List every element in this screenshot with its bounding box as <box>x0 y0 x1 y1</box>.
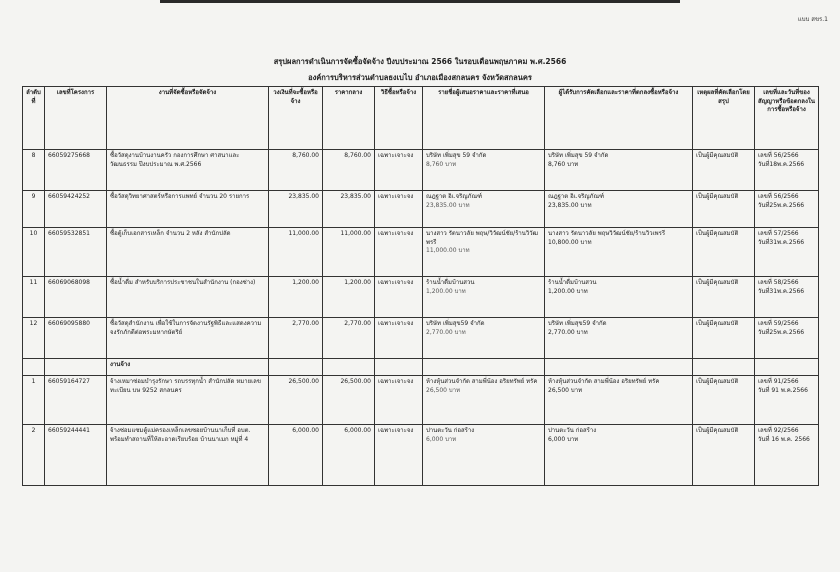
cell-work: ซื้อวัสดุสำนักงาน เพื่อใช้ในการจัดงานรัฐพิธีและแสดงความจงรักภักดีต่อพระมหากษัตริย์ <box>107 318 269 359</box>
header-median: ราคากลาง <box>323 87 375 150</box>
cell-work: ซื้อวัสดุวิทยาศาสตร์หรือการแพทย์ จำนวน 20 รายการ <box>107 191 269 228</box>
cell-reason: เป็นผู้มีคุณสมบัติ <box>693 277 755 318</box>
cell-project: 66059532851 <box>45 228 107 277</box>
cell-winner <box>545 228 693 277</box>
page-top-border <box>160 0 680 3</box>
bidder-name: ณฎฐาต อิเ.จริญภัณฑ์ <box>426 193 482 200</box>
bid-price: 26,500 บาท <box>426 386 461 394</box>
section-label: งานจ้าง <box>107 359 269 376</box>
cell-bidder <box>423 150 545 191</box>
cell-project: 66059164727 <box>45 376 107 425</box>
header-project: เลขที่โครงการ <box>45 87 107 150</box>
cell-work: ซื้อตู้เก็บเอกสารเหล็ก จำนวน 2 หลัง สำนักปลัด <box>107 228 269 277</box>
cell-contract <box>755 277 819 318</box>
winner-name: นางสาว รัตนาวลัย พฤษวิวัฒน์ชัย/ร้านวิวเพรรี <box>548 230 666 237</box>
bid-price: 1,200.00 บาท <box>426 287 466 295</box>
win-price: 23,835.00 บาท <box>548 201 592 209</box>
table-row <box>23 150 819 191</box>
header-work: งานที่จัดซื้อหรือจัดจ้าง <box>107 87 269 150</box>
winner-name: บริษัท เพิ่มสุข 59 จำกัด <box>548 152 609 159</box>
cell-median: 23,835.00 <box>323 191 375 228</box>
win-price: 6,000 บาท <box>548 435 579 443</box>
contract-no: เลขที่ 56/2566 <box>758 193 799 200</box>
cell-method: เฉพาะเจาะจง <box>375 191 423 228</box>
cell-budget: 2,770.00 <box>269 318 323 359</box>
winner-name: ห้างหุ้นส่วนจำกัด สามพี่น้อง อริยทรัพย์ ทรัค <box>548 378 660 385</box>
cell-bidder <box>423 277 545 318</box>
cell-reason: เป็นผู้มีคุณสมบัติ <box>693 318 755 359</box>
cell-winner <box>545 191 693 228</box>
form-code: แบบ สขร.1 <box>797 16 828 23</box>
cell-contract <box>755 425 819 486</box>
winner-name: ณฎฐาต อิเ.จริญภัณฑ์ <box>548 193 604 200</box>
cell-median: 8,760.00 <box>323 150 375 191</box>
cell-work: จ้างเหมาซ่อมบำรุงรักษา รถบรรทุกน้ำ สำนักปลัด หมายเลขทะเบียน บษ 9252 สกลนคร <box>107 376 269 425</box>
cell-method: เฉพาะเจาะจง <box>375 150 423 191</box>
cell-contract <box>755 376 819 425</box>
table-row <box>23 376 819 425</box>
header-bidders: รายชื่อผู้เสนอราคาและราคาที่เสนอ <box>423 87 545 150</box>
cell-work: ซื้อวัสดุงานบ้านงานครัว กองการศึกษา ศาสนาและวัฒนธรรม ปีงบประมาณ พ.ศ.2566 <box>107 150 269 191</box>
table-row <box>23 425 819 486</box>
contract-no: เลขที่ 57/2566 <box>758 230 799 237</box>
cell-no: 11 <box>23 277 45 318</box>
cell-project: 66059424252 <box>45 191 107 228</box>
cell-contract <box>755 150 819 191</box>
win-price: 2,770.00 บาท <box>548 328 588 336</box>
cell-median: 11,000.00 <box>323 228 375 277</box>
cell-winner <box>545 150 693 191</box>
cell-contract <box>755 191 819 228</box>
contract-date: วันที่25พ.ค.2566 <box>758 201 805 209</box>
cell-winner <box>545 425 693 486</box>
cell-median: 1,200.00 <box>323 277 375 318</box>
bidder-name: ร้านน้ำดื่มบ้านสวน <box>426 279 475 286</box>
cell-reason: เป็นผู้มีคุณสมบัติ <box>693 191 755 228</box>
winner-name: ปานตะวัน ก่อสร้าง <box>548 427 597 434</box>
cell-method: เฉพาะเจาะจง <box>375 228 423 277</box>
bid-price: 6,000 บาท <box>426 435 457 443</box>
cell-no: 2 <box>23 425 45 486</box>
cell-bidder <box>423 425 545 486</box>
cell-budget: 1,200.00 <box>269 277 323 318</box>
bidder-name: บริษัท เพิ่มสุข 59 จำกัด <box>426 152 487 159</box>
cell-reason: เป็นผู้มีคุณสมบัติ <box>693 425 755 486</box>
cell-bidder <box>423 228 545 277</box>
winner-name: บริษัท เพิ่มสุข59 จำกัด <box>548 320 607 327</box>
cell-method: เฉพาะเจาะจง <box>375 376 423 425</box>
cell-no: 10 <box>23 228 45 277</box>
winner-name: ร้านน้ำดื่มบ้านสวน <box>548 279 597 286</box>
bid-price: 11,000.00 บาท <box>426 247 470 255</box>
header-selected: ผู้ได้รับการคัดเลือกและราคาที่ตกลงซื้อหรือจ้าง <box>545 87 693 150</box>
contract-no: เลขที่ 58/2566 <box>758 279 799 286</box>
document-subtitle: องค์การบริหารส่วนตำบลธงเบไบ อำเภอเมืองสกลนคร จังหวัดสกลนคร <box>308 73 532 82</box>
header-contract: เลขที่และวันที่ของสัญญาหรือข้อตกลงในการซื้อหรือจ้าง <box>755 87 819 150</box>
cell-reason: เป็นผู้มีคุณสมบัติ <box>693 228 755 277</box>
document-title: สรุปผลการดำเนินการจัดซื้อจัดจ้าง ปีงบประมาณ 2566 ในรอบเดือนพฤษภาคม พ.ศ.2566 <box>273 57 567 66</box>
table-row <box>23 191 819 228</box>
header-budget: วงเงินที่จะซื้อหรือจ้าง <box>269 87 323 150</box>
cell-project: 66069095880 <box>45 318 107 359</box>
bidder-name: นางสาว รัตนาวลัย พฤษ/วิวัฒน์ชัย/ร้านวิวัฒพรรี <box>426 230 539 246</box>
cell-median: 26,500.00 <box>323 376 375 425</box>
bidder-name: ห้างหุ้นส่วนจำกัด สามพี่น้อง อริยทรัพย์ ทรัค <box>426 378 538 385</box>
contract-no: เลขที่ 56/2566 <box>758 152 799 159</box>
table-header-row <box>23 87 819 150</box>
cell-method: เฉพาะเจาะจง <box>375 277 423 318</box>
cell-reason: เป็นผู้มีคุณสมบัติ <box>693 150 755 191</box>
win-price: 1,200.00 บาท <box>548 287 588 295</box>
cell-work: ซื้อน้ำดื่ม สำหรับบริการประชาชนในสำนักงาน (กองช่าง) <box>107 277 269 318</box>
cell-contract <box>755 228 819 277</box>
contract-no: เลขที่ 92/2566 <box>758 427 799 434</box>
bid-price: 8,760 บาท <box>426 160 457 168</box>
table-row <box>23 318 819 359</box>
win-price: 8,760 บาท <box>548 160 579 168</box>
header-reason: เหตุผลที่คัดเลือกโดยสรุป <box>693 87 755 150</box>
cell-median: 6,000.00 <box>323 425 375 486</box>
cell-budget: 11,000.00 <box>269 228 323 277</box>
bid-price: 2,770.00 บาท <box>426 328 466 336</box>
section-row <box>23 359 819 376</box>
bid-price: 23,835.00 บาท <box>426 201 470 209</box>
cell-method: เฉพาะเจาะจง <box>375 318 423 359</box>
cell-budget: 23,835.00 <box>269 191 323 228</box>
contract-date: วันที่18พ.ค.2566 <box>758 160 805 168</box>
cell-no: 1 <box>23 376 45 425</box>
win-price: 10,800.00 บาท <box>548 238 592 246</box>
header-method: วิธีซื้อหรือจ้าง <box>375 87 423 150</box>
contract-date: วันที่ 16 พ.ค. 2566 <box>758 435 810 443</box>
cell-project: 66059275668 <box>45 150 107 191</box>
cell-median: 2,770.00 <box>323 318 375 359</box>
cell-no: 12 <box>23 318 45 359</box>
cell-reason: เป็นผู้มีคุณสมบัติ <box>693 376 755 425</box>
win-price: 26,500 บาท <box>548 386 583 394</box>
contract-date: วันที่ 91 พ.ค.2566 <box>758 386 808 394</box>
cell-project: 66069068098 <box>45 277 107 318</box>
procurement-table <box>22 86 819 486</box>
cell-budget: 26,500.00 <box>269 376 323 425</box>
cell-no: 9 <box>23 191 45 228</box>
cell-winner <box>545 376 693 425</box>
cell-work: จ้างซ่อมแซมตู้แม่ครองเหล็กเลขซอยบ้านนาเก็บที่ อบต. พร้อมทำสถานที่ให้สะอาดเรียบร้อย บ้านนาเมก หมู่ที่ 4 <box>107 425 269 486</box>
cell-budget: 8,760.00 <box>269 150 323 191</box>
cell-no: 8 <box>23 150 45 191</box>
contract-date: วันที่25พ.ค.2566 <box>758 328 805 336</box>
cell-budget: 6,000.00 <box>269 425 323 486</box>
cell-bidder <box>423 376 545 425</box>
table-row <box>23 228 819 277</box>
cell-bidder <box>423 191 545 228</box>
contract-no: เลขที่ 91/2566 <box>758 378 799 385</box>
cell-winner <box>545 277 693 318</box>
cell-bidder <box>423 318 545 359</box>
cell-project: 66059244441 <box>45 425 107 486</box>
bidder-name: ปานตะวัน ก่อสร้าง <box>426 427 475 434</box>
contract-date: วันที่31พ.ค.2566 <box>758 238 805 246</box>
contract-no: เลขที่ 59/2566 <box>758 320 799 327</box>
cell-winner <box>545 318 693 359</box>
cell-method: เฉพาะเจาะจง <box>375 425 423 486</box>
table-row <box>23 277 819 318</box>
bidder-name: บริษัท เพิ่มสุข59 จำกัด <box>426 320 485 327</box>
header-no: ลำดับที่ <box>23 87 45 150</box>
contract-date: วันที่31พ.ค.2566 <box>758 287 805 295</box>
cell-contract <box>755 318 819 359</box>
